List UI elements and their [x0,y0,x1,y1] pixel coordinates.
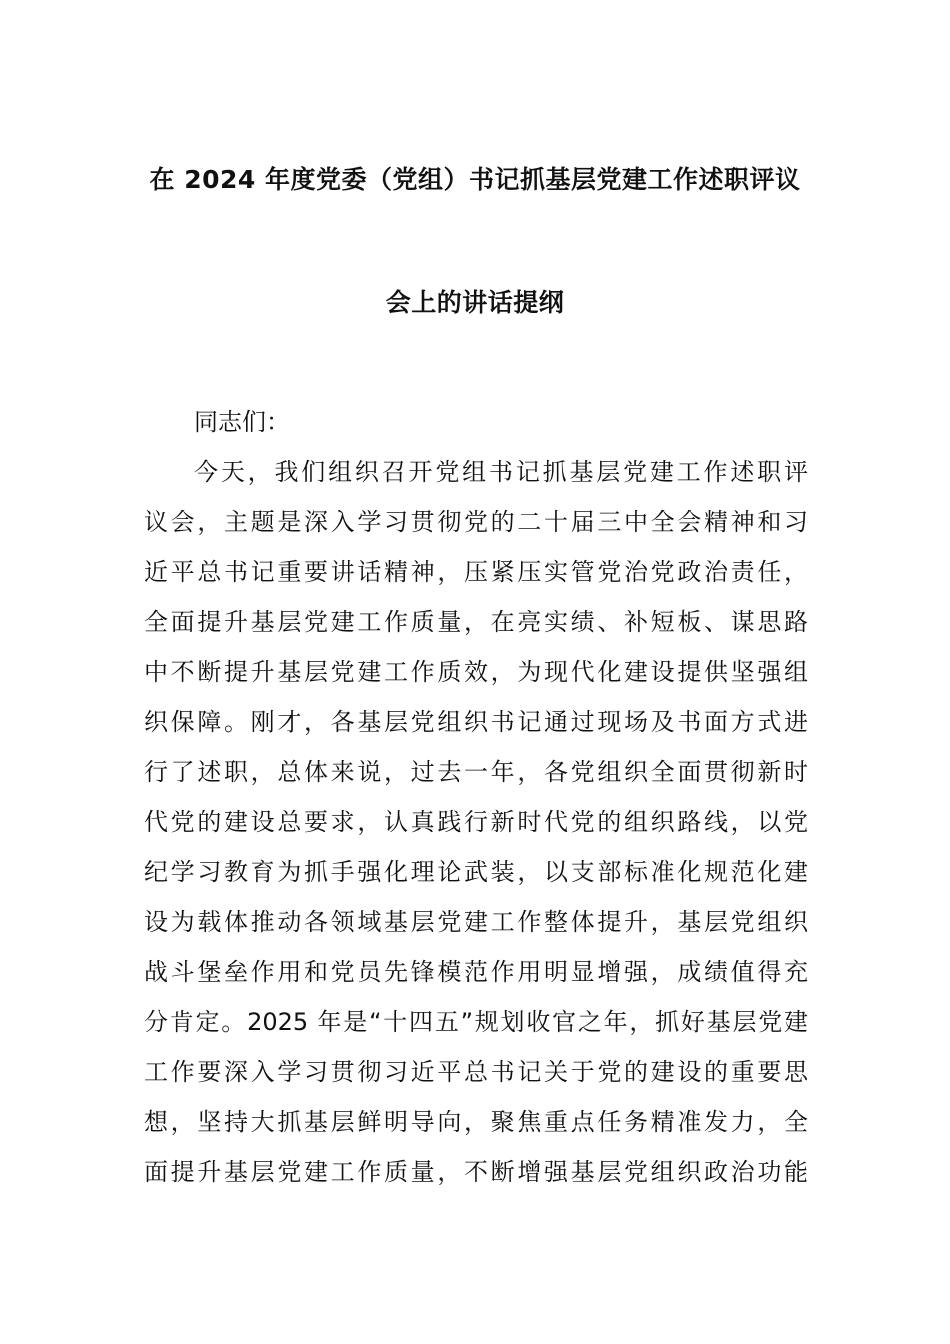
paragraph-line: 全面提升基层党建工作质量，在亮实绩、补短板、谋思路 [144,608,808,636]
paragraph-line: 织保障。刚才，各基层党组织书记通过现场及书面方式进 [144,708,808,736]
document-title-line-2: 会上的讲话提纲 [385,288,565,317]
paragraph-line: 纪学习教育为抓手强化理论武装，以支部标准化规范化建 [144,858,808,886]
paragraph-line: 分肯定。2025 年是“十四五”规划收官之年，抓好基层党建 [144,1008,808,1036]
paragraph-line: 议会，主题是深入学习贯彻党的二十届三中全会精神和习 [144,508,808,536]
paragraph-line: 今天，我们组织召开党组书记抓基层党建工作述职评 [194,458,808,486]
paragraph-line: 设为载体推动各领域基层党建工作整体提升，基层党组织 [144,908,808,936]
paragraph-line: 想，坚持大抓基层鲜明导向，聚焦重点任务精准发力，全 [144,1108,808,1136]
paragraph-line: 行了述职，总体来说，过去一年，各党组织全面贯彻新时 [144,758,808,786]
paragraph-line: 工作要深入学习贯彻习近平总书记关于党的建设的重要思 [144,1058,808,1086]
body-paragraph [144,447,808,1197]
paragraph-line: 战斗堡垒作用和党员先锋模范作用明显增强，成绩值得充 [144,958,808,986]
paragraph-line: 中不断提升基层党建工作质效，为现代化建设提供坚强组 [144,658,808,686]
salutation: 同志们： [194,408,290,436]
document-title-line-1: 在 2024 年度党委（党组）书记抓基层党建工作述职评议 [149,165,801,194]
paragraph-line: 代党的建设总要求，认真践行新时代党的组织路线，以党 [144,808,808,836]
paragraph-line: 面提升基层党建工作质量，不断增强基层党组织政治功能 [144,1158,808,1186]
paragraph-line: 近平总书记重要讲话精神，压紧压实管党治党政治责任， [144,558,808,586]
